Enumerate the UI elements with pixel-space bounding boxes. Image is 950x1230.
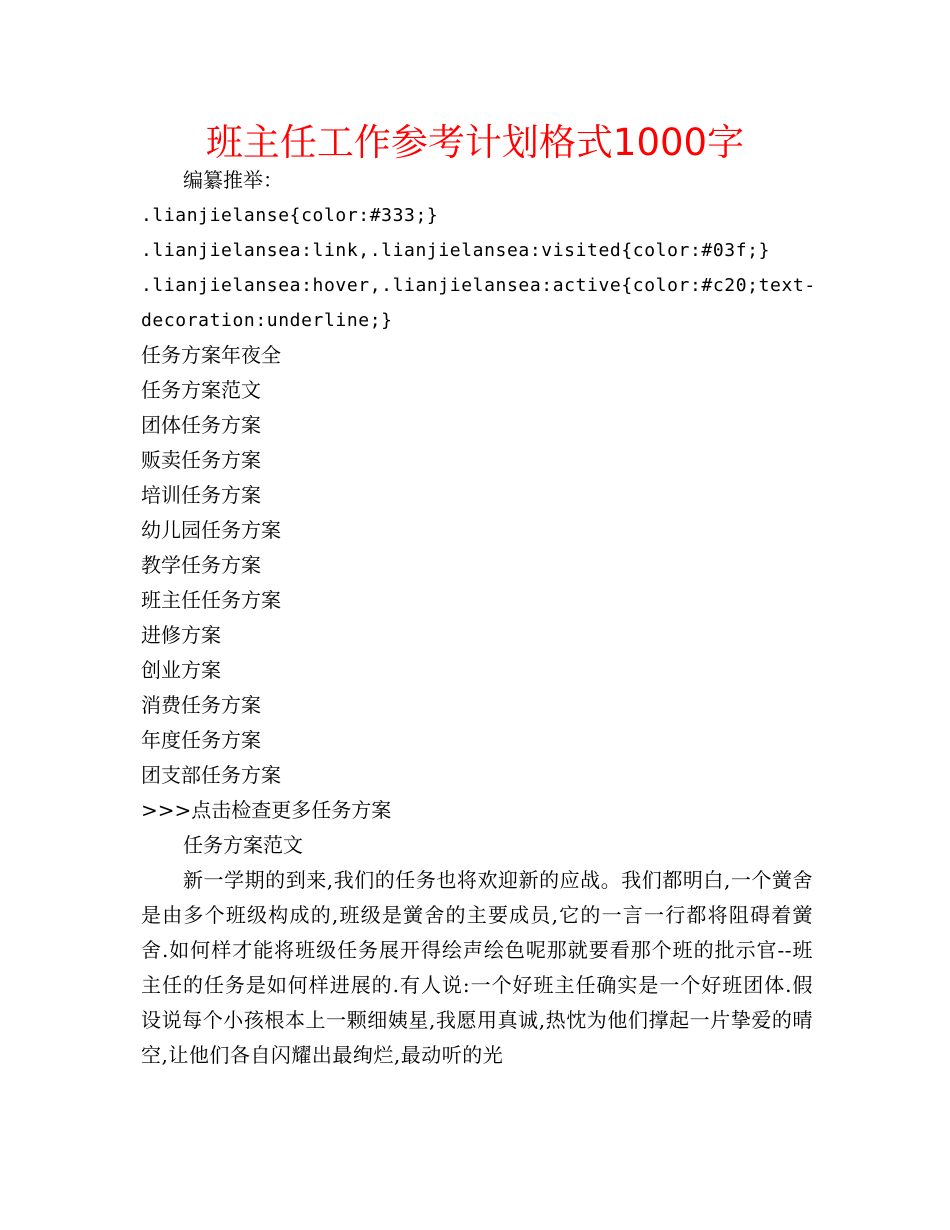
more-plans-link[interactable]: >>>点击检查更多任务方案 (141, 798, 392, 822)
section-heading: 任务方案范文 (183, 833, 303, 857)
plan-link-item[interactable]: 培训任务方案 (141, 483, 261, 507)
plan-link-item[interactable]: 创业方案 (141, 658, 221, 682)
code-line: .lianjielanse{color:#333;} (141, 205, 439, 226)
recommend-label: 编纂推举： (183, 168, 283, 192)
plan-link-item[interactable]: 消费任务方案 (141, 693, 261, 717)
document-title: 班主任工作参考计划格式1000字 (205, 121, 745, 164)
plan-link-item[interactable]: 贩卖任务方案 (141, 448, 261, 472)
plan-link-item[interactable]: 年度任务方案 (141, 728, 261, 752)
plan-link-item[interactable]: 任务方案范文 (141, 378, 261, 402)
document-body (141, 163, 816, 1073)
body-paragraph: 新一学期的到来,我们的任务也将欢迎新的应战。我们都明白,一个黉舍是由多个班级构成的,班级是黉舍的主要成员,它的一言一行都将阻碍着黉舍.如何样才能将班级任务展开得绘声绘色呢那就要看那个班的批示官--班主任的任务是如何样进展的.有人说:一个好班主任确实是一个好班团体.假设说每个小孩根本上一颗细姨星,我愿用真诚,热忱为他们撑起一片挚爱的晴空,让他们各自闪耀出最绚烂,最动听的光 (141, 868, 813, 1067)
plan-link-item[interactable]: 班主任任务方案 (141, 588, 281, 612)
plan-link-item[interactable]: 团支部任务方案 (141, 763, 281, 787)
plan-link-item[interactable]: 团体任务方案 (141, 413, 261, 437)
plan-link-item[interactable]: 幼儿园任务方案 (141, 518, 281, 542)
plan-link-item[interactable]: 任务方案年夜全 (141, 343, 281, 367)
code-line: decoration:underline;} (141, 310, 393, 331)
plan-link-item[interactable]: 进修方案 (141, 623, 221, 647)
plan-link-item[interactable]: 教学任务方案 (141, 553, 261, 577)
code-line: .lianjielansea:link,.lianjielansea:visited{color:#03f;} (141, 240, 771, 261)
code-line: .lianjielansea:hover,.lianjielansea:active{color:#c20;text- (141, 275, 816, 296)
